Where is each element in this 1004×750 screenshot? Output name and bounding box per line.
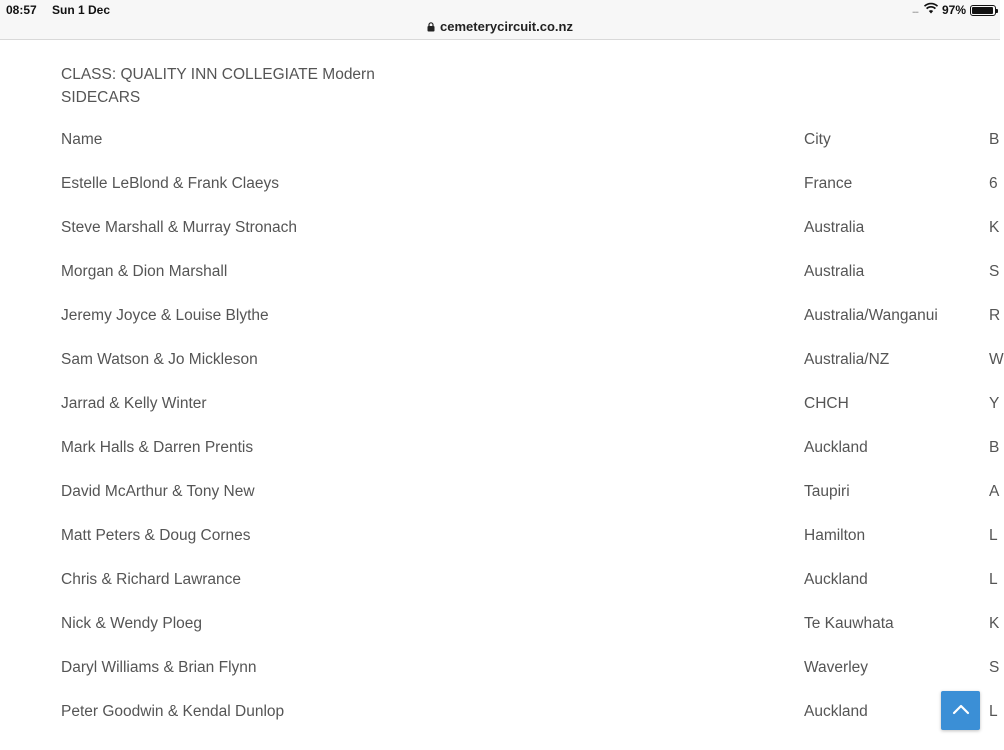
entrant-city: Te Kauwhata bbox=[804, 615, 894, 632]
entrant-city: Auckland bbox=[804, 703, 868, 720]
entrant-name: Daryl Williams & Brian Flynn bbox=[61, 659, 257, 676]
entrant-name: Peter Goodwin & Kendal Dunlop bbox=[61, 703, 285, 720]
entrant-bike: A bbox=[989, 483, 1000, 500]
entrant-name: Estelle LeBlond & Frank Claeys bbox=[61, 175, 279, 192]
table-row bbox=[0, 175, 1000, 199]
entrant-bike: Y bbox=[989, 395, 1000, 412]
entrant-bike: K bbox=[989, 615, 1000, 632]
status-time: 08:57 bbox=[6, 3, 37, 17]
table-row bbox=[0, 571, 1000, 595]
entrant-name: Chris & Richard Lawrance bbox=[61, 571, 242, 588]
url-text: cemeterycircuit.co.nz bbox=[440, 19, 573, 34]
entrant-name: Nick & Wendy Ploeg bbox=[61, 615, 202, 632]
battery-percent: 97% bbox=[941, 3, 966, 17]
entrant-city: Australia bbox=[804, 263, 865, 280]
address-bar[interactable] bbox=[0, 19, 1000, 35]
chevron-up-icon bbox=[952, 702, 970, 720]
entrant-name: Jarrad & Kelly Winter bbox=[61, 395, 207, 412]
signal-dots: .... bbox=[911, 5, 918, 15]
table-row bbox=[0, 263, 1000, 287]
table-row bbox=[0, 659, 1000, 683]
table-row bbox=[0, 307, 1000, 331]
page-content bbox=[0, 41, 1004, 750]
entrant-bike: L bbox=[989, 527, 998, 544]
header-name: Name bbox=[61, 131, 103, 148]
entrant-city: Australia bbox=[804, 219, 865, 236]
entrant-name: Sam Watson & Jo Mickleson bbox=[61, 351, 258, 368]
entrant-city: Auckland bbox=[804, 571, 868, 588]
entrant-name: Matt Peters & Doug Cornes bbox=[61, 527, 251, 544]
entrant-bike: B bbox=[989, 439, 1000, 456]
table-row bbox=[0, 219, 1000, 243]
entrant-bike: R bbox=[989, 307, 1001, 324]
entrant-city: Taupiri bbox=[804, 483, 850, 500]
table-row bbox=[0, 483, 1000, 507]
entrant-city: Waverley bbox=[804, 659, 869, 676]
table-row bbox=[0, 439, 1000, 463]
wifi-icon bbox=[924, 3, 938, 17]
scroll-to-top-button[interactable] bbox=[941, 691, 980, 730]
entrant-city: Auckland bbox=[804, 439, 868, 456]
entrant-bike: K bbox=[989, 219, 1000, 236]
entrant-city: Australia/NZ bbox=[804, 351, 890, 368]
status-date: Sun 1 Dec bbox=[52, 3, 111, 17]
entrant-name: Jeremy Joyce & Louise Blythe bbox=[61, 307, 269, 324]
table-row bbox=[0, 351, 1004, 375]
status-bar bbox=[0, 0, 1000, 40]
status-indicators bbox=[912, 3, 996, 17]
entrant-city: Hamilton bbox=[804, 527, 866, 544]
entrant-city: Australia/Wanganui bbox=[804, 307, 938, 324]
table-row bbox=[0, 395, 1000, 419]
header-bike: B bbox=[989, 131, 1000, 148]
table-row bbox=[0, 615, 1000, 639]
entrant-bike: W bbox=[989, 351, 1004, 368]
battery-icon bbox=[970, 5, 996, 16]
entrant-city: France bbox=[804, 175, 853, 192]
table-header-row bbox=[0, 131, 1000, 155]
entrant-bike: L bbox=[989, 703, 998, 720]
table-row bbox=[0, 527, 1000, 551]
class-title: CLASS: QUALITY INN COLLEGIATE Modern SIDECARS bbox=[61, 66, 375, 106]
entrant-bike: 6 bbox=[989, 175, 998, 192]
entrant-name: Mark Halls & Darren Prentis bbox=[61, 439, 254, 456]
entrant-name: David McArthur & Tony New bbox=[61, 483, 255, 500]
header-city: City bbox=[804, 131, 831, 148]
entrant-bike: S bbox=[989, 659, 1000, 676]
entrant-city: CHCH bbox=[804, 395, 849, 412]
table-row bbox=[0, 703, 1000, 727]
entrant-bike: S bbox=[989, 263, 1000, 280]
entrant-name: Steve Marshall & Murray Stronach bbox=[61, 219, 298, 236]
lock-icon bbox=[427, 20, 435, 35]
entrant-bike: L bbox=[989, 571, 998, 588]
entrant-name: Morgan & Dion Marshall bbox=[61, 263, 228, 280]
battery-fill bbox=[972, 7, 993, 14]
